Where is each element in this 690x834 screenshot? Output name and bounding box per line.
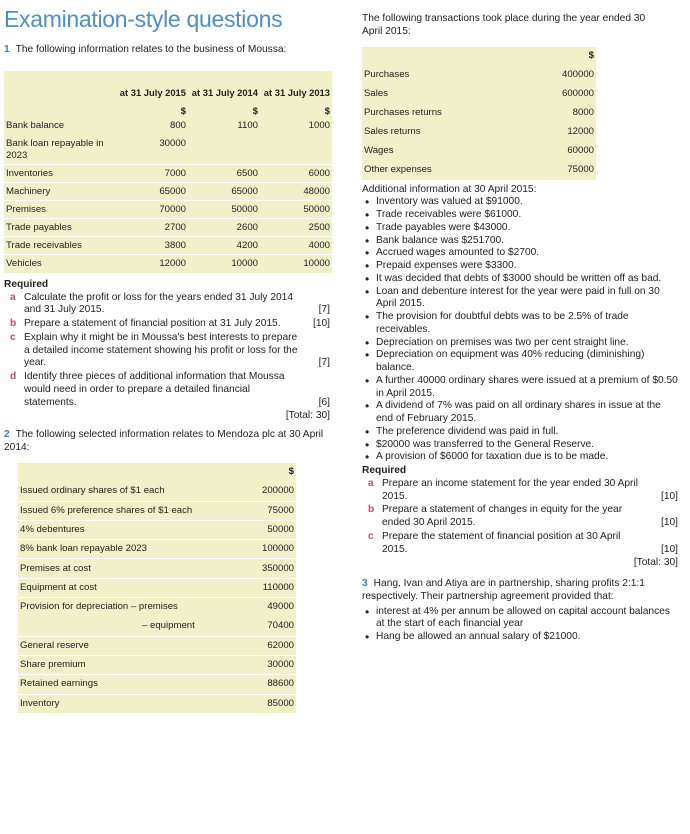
row-label: 8% bank loan repayable 2023 <box>18 540 228 559</box>
list-item <box>362 478 680 504</box>
cell-value: 88600 <box>228 675 296 694</box>
cell-value: 30000 <box>228 655 296 674</box>
row-label: Other expenses <box>364 164 432 175</box>
cell-value: 1100 <box>237 119 258 131</box>
cell-value: 12000 <box>567 126 594 137</box>
cell-value: 62000 <box>228 636 296 655</box>
cell-value: 2500 <box>260 219 332 237</box>
part-text: Calculate the profit or loss for the years ended 31 July 2014 and 31 July 2015. <box>24 291 293 316</box>
cell-value: 8000 <box>572 107 594 118</box>
row-label: Equipment at cost <box>18 578 228 597</box>
row-label: Premises <box>4 201 116 219</box>
table-row <box>362 123 596 142</box>
list-item: • $20000 was transferred to the General Reserve. <box>362 439 680 452</box>
part-letter: c <box>368 530 374 542</box>
table-row <box>18 520 296 539</box>
list-item: • Accrued wages amounted to $2700. <box>362 247 680 260</box>
table-row <box>18 636 296 655</box>
row-label: Provision for depreciation – premises <box>18 598 228 617</box>
list-item <box>4 318 332 331</box>
part-text: Prepare an income statement for the year ended 30 April 2015. <box>382 477 638 502</box>
q1-currency: $ <box>324 105 330 117</box>
row-label: Issued ordinary shares of $1 each <box>20 485 165 497</box>
table-row <box>362 104 596 123</box>
row-label: Bank loan repayable in 2023 <box>6 138 104 161</box>
part-marks: [10] <box>661 517 678 528</box>
cell-value: 65000 <box>116 183 188 201</box>
cell-value: 2700 <box>116 219 188 237</box>
cell-value: 110000 <box>228 578 296 597</box>
q2-number: 2 <box>4 429 10 440</box>
part-marks: [10] <box>661 543 678 555</box>
part-letter: a <box>10 291 16 303</box>
q2-currency-empty <box>18 463 228 482</box>
part-text: Prepare a statement of changes in equity for the year ended 30 April 2015. <box>382 504 623 528</box>
row-label: Machinery <box>4 183 116 201</box>
q2-intro <box>4 429 332 455</box>
row-label: Trade payables <box>4 219 116 237</box>
table-row <box>4 255 332 273</box>
table-row <box>18 540 296 559</box>
cell-value: 800 <box>169 119 186 131</box>
part-text: Prepare a statement of financial position at 31 July 2015. <box>24 318 281 329</box>
right-column <box>362 13 680 644</box>
part-text: Explain why it might be in Moussa's best interests to prepare a detailed income statement showing his profit or loss for the year. <box>24 331 298 369</box>
row-label: Inventories <box>4 165 116 183</box>
row-label: Purchases <box>364 69 410 80</box>
q1-intro-text: The following information relates to the business of Moussa: <box>15 44 287 55</box>
q1-col-header: at 31 July 2013 <box>263 87 330 99</box>
cell-value: 2600 <box>188 219 260 237</box>
list-item: • Hang be allowed an annual salary of $21000. <box>362 631 680 644</box>
cell-value: 75000 <box>228 501 296 520</box>
cell-value: 1000 <box>308 119 330 131</box>
part-letter: a <box>368 477 374 489</box>
q1-number: 1 <box>4 44 10 55</box>
q2-total: [Total: 30] <box>633 557 678 569</box>
table-row <box>4 183 332 201</box>
list-item <box>4 332 332 370</box>
q1-total: [Total: 30] <box>285 410 330 422</box>
q2-required-heading: Required <box>362 465 407 476</box>
row-label: – equipment <box>142 620 195 632</box>
q1-header-empty <box>4 71 116 99</box>
q2-transactions-currency-empty <box>362 47 526 66</box>
list-item: • Inventory was valued at $91000. <box>362 196 680 209</box>
cell-value <box>260 135 332 165</box>
table-row <box>4 237 332 255</box>
row-label: Purchases returns <box>364 107 442 118</box>
table-row <box>4 219 332 237</box>
cell-value: 10000 <box>188 255 260 273</box>
part-marks: [7] <box>318 304 330 316</box>
table-row <box>4 201 332 219</box>
row-label: Sales returns <box>364 126 421 137</box>
cell-value: 49000 <box>228 598 296 617</box>
list-item: • A provision of $6000 for taxation due is to be made. <box>362 451 680 464</box>
cell-value: 200000 <box>261 485 294 497</box>
cell-value: 50000 <box>228 520 296 539</box>
q1-col-header: at 31 July 2015 <box>119 87 186 99</box>
q1-table <box>4 71 332 273</box>
part-letter: b <box>368 504 375 516</box>
cell-value: 6500 <box>188 165 260 183</box>
part-text: Prepare the statement of financial position at 30 April 2015. <box>382 530 621 555</box>
table-row <box>18 598 296 617</box>
q3-bullets <box>362 606 680 644</box>
list-item <box>4 371 332 409</box>
list-item: • Trade payables were $43000. <box>362 222 680 235</box>
table-row <box>18 578 296 597</box>
table-row <box>362 66 596 85</box>
part-letter: d <box>10 371 17 382</box>
row-label: Issued 6% preference shares of $1 each <box>18 501 228 520</box>
q1-currency: $ <box>180 105 186 117</box>
list-item <box>362 504 680 530</box>
q2-transactions-currency-row <box>362 47 596 66</box>
part-marks: [10] <box>313 318 330 329</box>
cell-value: 70000 <box>116 201 188 219</box>
list-item <box>362 531 680 557</box>
cell-value: 85000 <box>228 694 296 713</box>
q1-header-row <box>4 71 332 99</box>
page-title: Examination-style questions <box>4 6 283 32</box>
list-item: • It was decided that debts of $3000 should be written off as bad. <box>362 273 680 286</box>
cell-value: 4200 <box>188 237 260 255</box>
q1-currency: $ <box>252 105 258 117</box>
cell-value: 50000 <box>188 201 260 219</box>
table-row <box>4 117 332 135</box>
table-row <box>18 501 296 520</box>
cell-value: 12000 <box>116 255 188 273</box>
list-item: • The preference dividend was paid in full. <box>362 426 680 439</box>
table-row <box>18 694 296 713</box>
table-row <box>18 482 296 501</box>
cell-value: 400000 <box>561 69 594 80</box>
part-marks: [10] <box>661 490 678 502</box>
list-item <box>4 292 332 318</box>
row-label: Wages <box>364 145 394 156</box>
table-row <box>18 559 296 578</box>
list-item: • Depreciation on equipment was 40% reducing (diminishing) balance. <box>362 349 680 375</box>
cell-value: 100000 <box>228 540 296 559</box>
q2-parts <box>362 478 680 557</box>
row-label: Sales <box>364 88 388 99</box>
part-marks: [7] <box>318 357 330 369</box>
q2-transactions-intro: The following transactions took place during the year ended 30 April 2015: <box>362 13 646 37</box>
part-text: Identify three pieces of additional information that Moussa would need in order to prepare a detailed financial statements. <box>24 371 285 408</box>
cell-value: 60000 <box>567 145 594 156</box>
q2-additional-heading: Additional information at 30 April 2015: <box>362 183 537 195</box>
q1-col-header: at 31 July 2014 <box>191 87 258 99</box>
cell-value: 3800 <box>116 237 188 255</box>
table-row <box>362 142 596 161</box>
part-letter: b <box>10 318 17 329</box>
cell-value: 70400 <box>267 620 294 632</box>
cell-value: 30000 <box>159 137 186 149</box>
q3-intro <box>362 578 680 604</box>
q3-intro-text: Hang, Ivan and Atiya are in partnership, sharing profits 2:1:1 respectively. Their partnership agreement provided that: <box>362 578 645 602</box>
cell-value: 65000 <box>188 183 260 201</box>
q2-transactions-currency: $ <box>588 50 594 61</box>
list-item: • Trade receivables were $61000. <box>362 209 680 222</box>
q2-currency: $ <box>288 466 294 478</box>
left-column <box>4 44 332 713</box>
row-label: Inventory <box>18 694 228 713</box>
list-item: • Bank balance was $251700. <box>362 235 680 248</box>
q3-number: 3 <box>362 578 368 589</box>
q2-currency-row <box>18 463 296 482</box>
part-letter: c <box>10 331 16 343</box>
cell-value: 350000 <box>228 559 296 578</box>
table-row <box>4 135 332 165</box>
table-row <box>4 165 332 183</box>
row-label: Bank balance <box>6 119 65 131</box>
cell-value: 10000 <box>260 255 332 273</box>
q1-currency-row <box>4 99 332 117</box>
cell-value: 48000 <box>260 183 332 201</box>
table-row <box>18 617 296 636</box>
row-label: Retained earnings <box>18 675 228 694</box>
list-item: • interest at 4% per annum be allowed on capital account balances at the start of each financial year <box>362 606 680 632</box>
q1-required-heading: Required <box>4 278 49 290</box>
q2-intro-text: The following selected information relates to Mendoza plc at 30 April 2014: <box>4 429 324 453</box>
part-marks: [6] <box>318 396 330 408</box>
q2-balances-table <box>18 463 296 714</box>
row-label: Trade receivables <box>4 237 116 255</box>
table-row <box>362 161 596 180</box>
cell-value: 50000 <box>260 201 332 219</box>
row-label: Vehicles <box>4 255 116 273</box>
table-row <box>362 85 596 104</box>
cell-value: 75000 <box>567 164 594 175</box>
table-row <box>18 655 296 674</box>
row-label: Share premium <box>18 655 228 674</box>
q1-intro <box>4 44 332 57</box>
q1-parts <box>4 292 332 410</box>
cell-value: 7000 <box>116 165 188 183</box>
list-item: • Depreciation on premises was two per cent straight line. <box>362 337 680 350</box>
q2-additional-list <box>362 196 680 464</box>
cell-value <box>188 135 260 165</box>
row-label: 4% debentures <box>18 520 228 539</box>
list-item: • The provision for doubtful debts was to be 2.5% of trade receivables. <box>362 311 680 337</box>
list-item: • A dividend of 7% was paid on all ordinary shares in issue at the end of February 2015. <box>362 400 680 426</box>
list-item: • A further 40000 ordinary shares were issued at a premium of $0.50 in April 2015. <box>362 375 680 401</box>
q2-transactions-table <box>362 47 596 180</box>
q1-currency-empty <box>4 99 116 117</box>
cell-value: 4000 <box>260 237 332 255</box>
row-label: General reserve <box>18 636 228 655</box>
table-row <box>18 675 296 694</box>
list-item: • Prepaid expenses were $3300. <box>362 260 680 273</box>
cell-value: 6000 <box>260 165 332 183</box>
cell-value: 600000 <box>561 88 594 99</box>
list-item: • Loan and debenture interest for the year were paid in full on 30 April 2015. <box>362 286 680 312</box>
row-label: Premises at cost <box>18 559 228 578</box>
